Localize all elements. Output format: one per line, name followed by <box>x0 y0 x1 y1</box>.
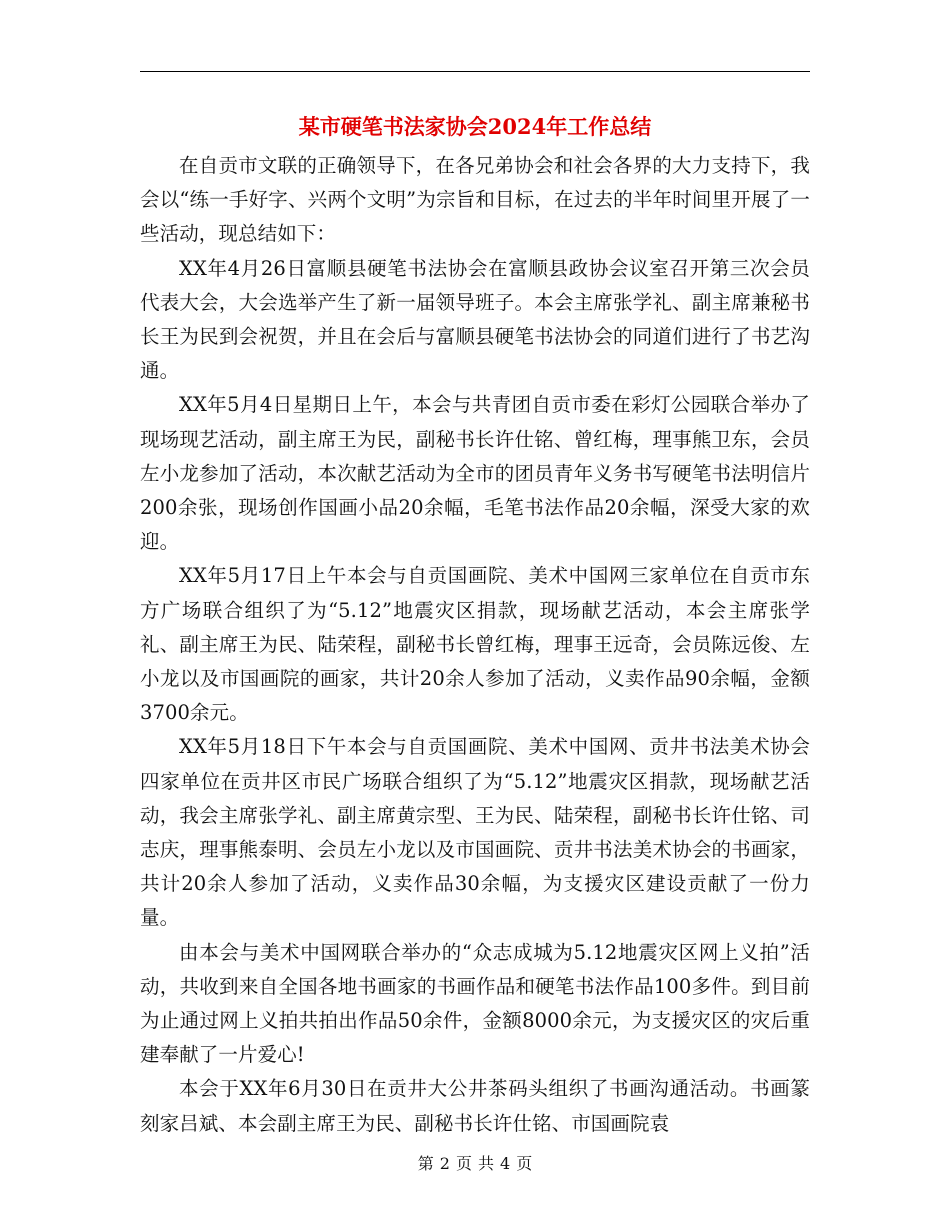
paragraph-may-18: XX年5月18日下午本会与自贡国画院、美术中国网、贡井书法美术协会四家单位在贡井区市民广场联合组织了为“5.12”地震灾区捐款，现场献艺活动，我会主席张学礼、副主席黄宗型、王为民、陆荣程，副秘书长许仕铭、司志庆，理事熊泰明、会员左小龙以及市国画院、贡井书法美术协会的书画家，共计20余人参加了活动，义卖作品30余幅，为支援灾区建设贡献了一份力量。 <box>140 735 810 930</box>
document-title: 某市硬笔书法家协会2024年工作总结 <box>298 114 652 139</box>
paragraph-intro: 在自贡市文联的正确领导下，在各兄弟协会和社会各界的大力支持下，我会以“练一手好字、兴两个文明”为宗旨和目标，在过去的半年时间里开展了一些活动，现总结如下： <box>140 154 810 246</box>
header-rule <box>140 71 810 72</box>
footer-page-prefix: 第 <box>417 1154 434 1173</box>
paragraph-online-auction: 由本会与美术中国网联合举办的“众志成城为5.12地震灾区网上义拍”活动，共收到来自全国各地书画家的书画作品和硬笔书法作品100多件。到目前为止通过网上义拍共拍出作品50余件，金额8000余元，为支援灾区的灾后重建奉献了一片爱心! <box>140 940 810 1067</box>
paragraph-may-17: XX年5月17日上午本会与自贡国画院、美术中国网三家单位在自贡市东方广场联合组织了为“5.12”地震灾区捐款，现场献艺活动，本会主席张学礼、副主席王为民、陆荣程，副秘书长曾红梅，理事王远奇，会员陈远俊、左小龙以及市国画院的画家，共计20余人参加了活动，义卖作品90余幅，金额3700余元。 <box>140 564 810 725</box>
page-footer <box>140 1152 810 1176</box>
footer-page-unit: 页 <box>455 1154 472 1173</box>
footer-total-pages: 4 <box>500 1154 511 1173</box>
paragraph-april-26: XX年4月26日富顺县硬笔书法协会在富顺县政协会议室召开第三次会员代表大会，大会选举产生了新一届领导班子。本会主席张学礼、副主席兼秘书长王为民到会祝贺，并且在会后与富顺县硬笔书法协会的同道们进行了书艺沟通。 <box>140 256 810 383</box>
footer-total-unit: 页 <box>516 1154 533 1173</box>
paragraph-may-4: XX年5月4日星期日上午，本会与共青团自贡市委在彩灯公园联合举办了现场现艺活动，副主席王为民，副秘书长许仕铭、曾红梅，理事熊卫东，会员左小龙参加了活动，本次献艺活动为全市的团员青年义务书写硬笔书法明信片200余张，现场创作国画小品20余幅，毛笔书法作品20余幅，深受大家的欢迎。 <box>140 393 810 554</box>
paragraph-june-30: 本会于XX年6月30日在贡井大公井茶码头组织了书画沟通活动。书画篆刻家吕斌、本会副主席王为民、副秘书长许仕铭、市国画院袁 <box>140 1077 810 1135</box>
footer-page-number: 2 <box>439 1154 450 1173</box>
footer-total-prefix: 共 <box>478 1154 495 1173</box>
document-body <box>140 149 810 1141</box>
